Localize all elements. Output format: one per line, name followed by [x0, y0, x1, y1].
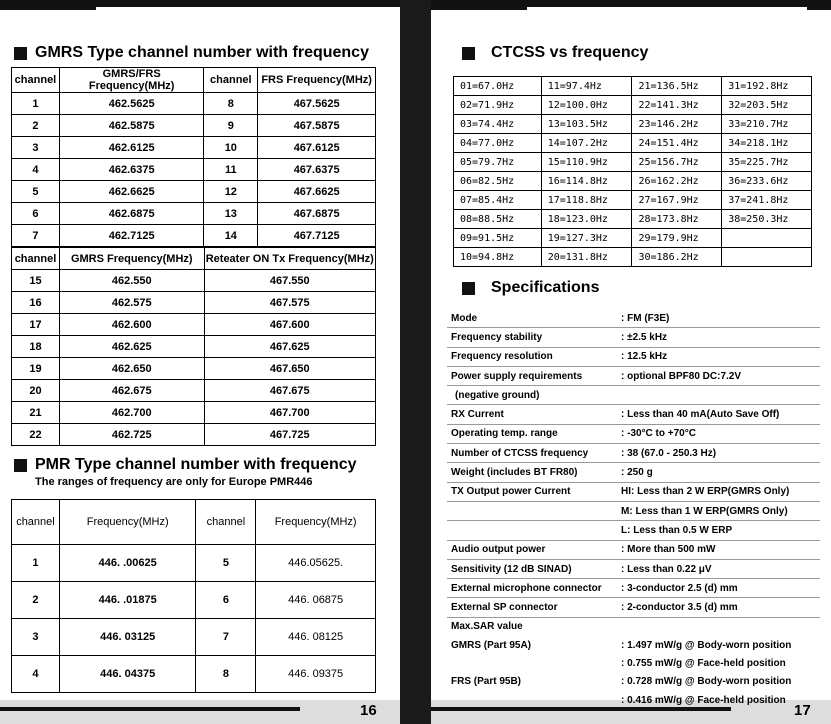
column-header: Reteater ON Tx Frequency(MHz) — [204, 248, 375, 270]
spec-value: : -30°C to +70°C — [621, 428, 696, 440]
table-cell: 462.6125 — [59, 137, 203, 159]
spec-row — [447, 560, 820, 579]
table-cell: 462.725 — [59, 424, 204, 446]
table-row — [12, 424, 376, 446]
table-row — [12, 181, 376, 203]
spec-label: Frequency stability — [451, 331, 543, 343]
table-cell: 28=173.8Hz — [632, 210, 722, 229]
table-cell: 15 — [12, 270, 60, 292]
spec-value: : 12.5 kHz — [621, 351, 668, 363]
table-cell: 462.575 — [59, 292, 204, 314]
spec-value: : 0.728 mW/g @ Body-worn position — [621, 676, 792, 688]
spec-value: : optional BPF80 DC:7.2V — [621, 370, 742, 382]
spec-value: : ±2.5 kHz — [621, 331, 668, 343]
table-cell: 467.6875 — [258, 203, 376, 225]
spec-label: Sensitivity (12 dB SINAD) — [451, 563, 572, 575]
column-header: channel — [204, 68, 258, 93]
table-cell: 4 — [12, 159, 60, 181]
table-cell: 467.600 — [204, 314, 375, 336]
table-cell: 462.6625 — [59, 181, 203, 203]
table-row — [454, 96, 812, 115]
table-cell: 35=225.7Hz — [722, 153, 812, 172]
table-cell: 19=127.3Hz — [541, 229, 632, 248]
square-bullet-icon — [462, 282, 475, 295]
table-row — [12, 358, 376, 380]
spec-row — [447, 425, 820, 444]
table-cell: 37=241.8Hz — [722, 191, 812, 210]
table-cell: 34=218.1Hz — [722, 134, 812, 153]
table-cell: 6 — [12, 203, 60, 225]
table-cell — [722, 248, 812, 267]
table-cell: 29=179.9Hz — [632, 229, 722, 248]
page-gutter — [400, 0, 431, 724]
column-header: FRS Frequency(MHz) — [258, 68, 376, 93]
specifications-section-title: Specifications — [462, 279, 599, 297]
table-cell: 13 — [204, 203, 258, 225]
table-cell: 446. 03125 — [59, 619, 196, 656]
table-cell: 462.6375 — [59, 159, 203, 181]
table-cell: 467.6125 — [258, 137, 376, 159]
table-cell: 12 — [204, 181, 258, 203]
table-row — [454, 77, 812, 96]
spec-value: : More than 500 mW — [621, 544, 716, 556]
table-cell: 07=85.4Hz — [454, 191, 542, 210]
table-row — [12, 225, 376, 247]
table-cell: 1 — [12, 93, 60, 115]
table-cell: 446. .01875 — [59, 582, 196, 619]
table-cell: 462.5625 — [59, 93, 203, 115]
table-row — [12, 545, 376, 582]
table-row — [454, 191, 812, 210]
table-cell: 18=123.0Hz — [541, 210, 632, 229]
table-cell: 462.700 — [59, 402, 204, 424]
spec-row — [447, 579, 820, 598]
table-cell: 02=71.9Hz — [454, 96, 542, 115]
table-cell: 3 — [12, 619, 60, 656]
spec-row — [447, 598, 820, 617]
table-cell: 30=186.2Hz — [632, 248, 722, 267]
spec-row — [447, 541, 820, 560]
table-cell: 446. 06875 — [256, 582, 376, 619]
table-cell: 7 — [196, 619, 256, 656]
spec-value: M: Less than 1 W ERP(GMRS Only) — [621, 505, 788, 517]
table-row — [12, 380, 376, 402]
table-cell: 18 — [12, 336, 60, 358]
table-row — [12, 93, 376, 115]
table-cell: 2 — [12, 115, 60, 137]
table-cell: 446. .00625 — [59, 545, 196, 582]
table-row — [12, 336, 376, 358]
table-row — [12, 619, 376, 656]
spec-row — [447, 444, 820, 463]
spec-value: : Less than 0.22 μV — [621, 563, 712, 575]
ctcss-table — [453, 76, 812, 267]
table-cell: 19 — [12, 358, 60, 380]
table-row — [454, 153, 812, 172]
table-cell: 2 — [12, 582, 60, 619]
table-row — [12, 314, 376, 336]
table-cell: 6 — [196, 582, 256, 619]
spec-row — [447, 386, 820, 405]
spec-row — [447, 691, 820, 709]
spec-row — [447, 521, 820, 540]
spec-value: : 3-conductor 2.5 (d) mm — [621, 582, 738, 594]
spec-row — [447, 673, 820, 691]
table-row — [12, 292, 376, 314]
table-cell: 467.675 — [204, 380, 375, 402]
spec-row — [447, 483, 820, 502]
table-cell: 21=136.5Hz — [632, 77, 722, 96]
table-cell: 462.7125 — [59, 225, 203, 247]
table-cell: 21 — [12, 402, 60, 424]
table-cell: 467.575 — [204, 292, 375, 314]
table-cell: 17=118.8Hz — [541, 191, 632, 210]
spec-row — [447, 328, 820, 347]
spec-row — [447, 636, 820, 654]
table-cell: 462.550 — [59, 270, 204, 292]
gmrs-table-2 — [11, 247, 376, 446]
square-bullet-icon — [14, 459, 27, 472]
spec-label: Audio output power — [451, 544, 546, 556]
spec-value: HI: Less than 2 W ERP(GMRS Only) — [621, 486, 790, 498]
table-row — [454, 229, 812, 248]
spec-label: GMRS (Part 95A) — [451, 639, 532, 651]
column-header: channel — [12, 68, 60, 93]
table-cell — [722, 229, 812, 248]
spec-value: : Less than 40 mA(Auto Save Off) — [621, 409, 780, 421]
table-cell: 20 — [12, 380, 60, 402]
table-row — [12, 582, 376, 619]
table-row — [12, 115, 376, 137]
spec-row — [447, 618, 820, 636]
table-cell: 03=74.4Hz — [454, 115, 542, 134]
table-cell: 25=156.7Hz — [632, 153, 722, 172]
table-cell: 5 — [196, 545, 256, 582]
table-cell: 26=162.2Hz — [632, 172, 722, 191]
spec-row — [447, 502, 820, 521]
spec-label: Operating temp. range — [451, 428, 558, 440]
spec-label: FRS (Part 95B) — [451, 676, 522, 688]
table-cell: 462.5875 — [59, 115, 203, 137]
table-row — [454, 248, 812, 267]
spec-value: : 38 (67.0 - 250.3 Hz) — [621, 447, 717, 459]
table-cell: 12=100.0Hz — [541, 96, 632, 115]
spec-row — [447, 463, 820, 482]
spec-label: RX Current — [451, 409, 504, 421]
table-cell: 467.6625 — [258, 181, 376, 203]
column-header: Frequency(MHz) — [256, 500, 376, 545]
table-cell: 10 — [204, 137, 258, 159]
table-cell: 467.650 — [204, 358, 375, 380]
table-cell: 22=141.3Hz — [632, 96, 722, 115]
table-cell: 14 — [204, 225, 258, 247]
page-left — [0, 0, 400, 724]
table-cell: 22 — [12, 424, 60, 446]
table-cell: 467.625 — [204, 336, 375, 358]
spec-value: L: Less than 0.5 W ERP — [621, 524, 733, 536]
ctcss-section-title: CTCSS vs frequency — [462, 44, 648, 62]
pmr-subtitle: The ranges of frequency are only for Europe PMR446 — [35, 476, 313, 488]
table-cell: 9 — [204, 115, 258, 137]
table-row — [454, 134, 812, 153]
pmr-section-title: PMR Type channel number with frequency — [14, 456, 357, 474]
table-cell: 23=146.2Hz — [632, 115, 722, 134]
table-cell: 15=110.9Hz — [541, 153, 632, 172]
table-row — [12, 159, 376, 181]
table-cell: 13=103.5Hz — [541, 115, 632, 134]
specifications-list — [447, 309, 820, 709]
spec-label: Weight (includes BT FR80) — [451, 467, 578, 479]
table-row — [12, 656, 376, 693]
table-cell: 17 — [12, 314, 60, 336]
table-cell: 16 — [12, 292, 60, 314]
spec-value: : 1.497 mW/g @ Body-worn position — [621, 639, 792, 651]
table-cell: 11 — [204, 159, 258, 181]
column-header: GMRS Frequency(MHz) — [59, 248, 204, 270]
table-cell: 467.550 — [204, 270, 375, 292]
spec-label: External SP connector — [451, 602, 558, 614]
spec-row — [447, 654, 820, 672]
column-header: channel — [196, 500, 256, 545]
spec-value: : 0.416 mW/g @ Face-held position — [621, 694, 786, 706]
spec-label: External microphone connector — [451, 582, 602, 594]
table-cell: 462.600 — [59, 314, 204, 336]
table-cell: 462.6875 — [59, 203, 203, 225]
table-cell: 467.725 — [204, 424, 375, 446]
table-row — [454, 210, 812, 229]
table-cell: 467.5875 — [258, 115, 376, 137]
table-row — [12, 402, 376, 424]
table-row — [454, 115, 812, 134]
page-number-left: 16 — [360, 702, 377, 719]
table-row — [12, 137, 376, 159]
table-cell: 1 — [12, 545, 60, 582]
column-header: channel — [12, 248, 60, 270]
table-cell: 31=192.8Hz — [722, 77, 812, 96]
spec-value: : 0.755 mW/g @ Face-held position — [621, 657, 786, 669]
table-cell: 24=151.4Hz — [632, 134, 722, 153]
table-cell: 3 — [12, 137, 60, 159]
table-cell: 05=79.7Hz — [454, 153, 542, 172]
table-cell: 467.6375 — [258, 159, 376, 181]
table-cell: 08=88.5Hz — [454, 210, 542, 229]
spec-label: Number of CTCSS frequency — [451, 447, 589, 459]
table-cell: 446.05625. — [256, 545, 376, 582]
page-number-right: 17 — [794, 702, 811, 719]
table-cell: 20=131.8Hz — [541, 248, 632, 267]
table-cell: 462.675 — [59, 380, 204, 402]
pmr-table — [11, 499, 376, 693]
spec-row — [447, 367, 820, 386]
table-cell: 446. 04375 — [59, 656, 196, 693]
spec-value: : FM (F3E) — [621, 312, 670, 324]
table-cell: 04=77.0Hz — [454, 134, 542, 153]
table-cell: 10=94.8Hz — [454, 248, 542, 267]
table-cell: 8 — [196, 656, 256, 693]
footer-left — [0, 700, 400, 724]
gmrs-table-1 — [11, 67, 376, 247]
gmrs-section-title: GMRS Type channel number with frequency — [14, 44, 369, 62]
column-header: Frequency(MHz) — [59, 500, 196, 545]
table-cell: 06=82.5Hz — [454, 172, 542, 191]
spec-label: (negative ground) — [455, 389, 540, 401]
table-cell: 09=91.5Hz — [454, 229, 542, 248]
table-cell: 38=250.3Hz — [722, 210, 812, 229]
spec-value: : 2-conductor 3.5 (d) mm — [621, 602, 738, 614]
table-cell: 01=67.0Hz — [454, 77, 542, 96]
spec-label: TX Output power Current — [451, 486, 571, 498]
table-row — [454, 172, 812, 191]
table-cell: 8 — [204, 93, 258, 115]
table-cell: 14=107.2Hz — [541, 134, 632, 153]
table-cell: 467.7125 — [258, 225, 376, 247]
spec-row — [447, 309, 820, 328]
table-cell: 4 — [12, 656, 60, 693]
table-cell: 33=210.7Hz — [722, 115, 812, 134]
table-cell: 467.700 — [204, 402, 375, 424]
table-cell: 27=167.9Hz — [632, 191, 722, 210]
table-cell: 462.650 — [59, 358, 204, 380]
column-header: channel — [12, 500, 60, 545]
table-row — [12, 203, 376, 225]
table-cell: 36=233.6Hz — [722, 172, 812, 191]
spec-label: Mode — [451, 312, 478, 324]
table-cell: 7 — [12, 225, 60, 247]
table-cell: 32=203.5Hz — [722, 96, 812, 115]
spec-label: Max.SAR value — [451, 621, 523, 633]
square-bullet-icon — [14, 47, 27, 60]
spec-label: Power supply requirements — [451, 370, 583, 382]
table-cell: 11=97.4Hz — [541, 77, 632, 96]
table-cell: 446. 08125 — [256, 619, 376, 656]
table-cell: 462.625 — [59, 336, 204, 358]
column-header: GMRS/FRS Frequency(MHz) — [59, 68, 203, 93]
spec-row — [447, 405, 820, 424]
table-cell: 16=114.8Hz — [541, 172, 632, 191]
square-bullet-icon — [462, 47, 475, 60]
spec-value: : 250 g — [621, 467, 653, 479]
spec-label: Frequency resolution — [451, 351, 553, 363]
table-cell: 467.5625 — [258, 93, 376, 115]
spec-row — [447, 348, 820, 367]
table-row — [12, 270, 376, 292]
table-cell: 446. 09375 — [256, 656, 376, 693]
table-cell: 5 — [12, 181, 60, 203]
